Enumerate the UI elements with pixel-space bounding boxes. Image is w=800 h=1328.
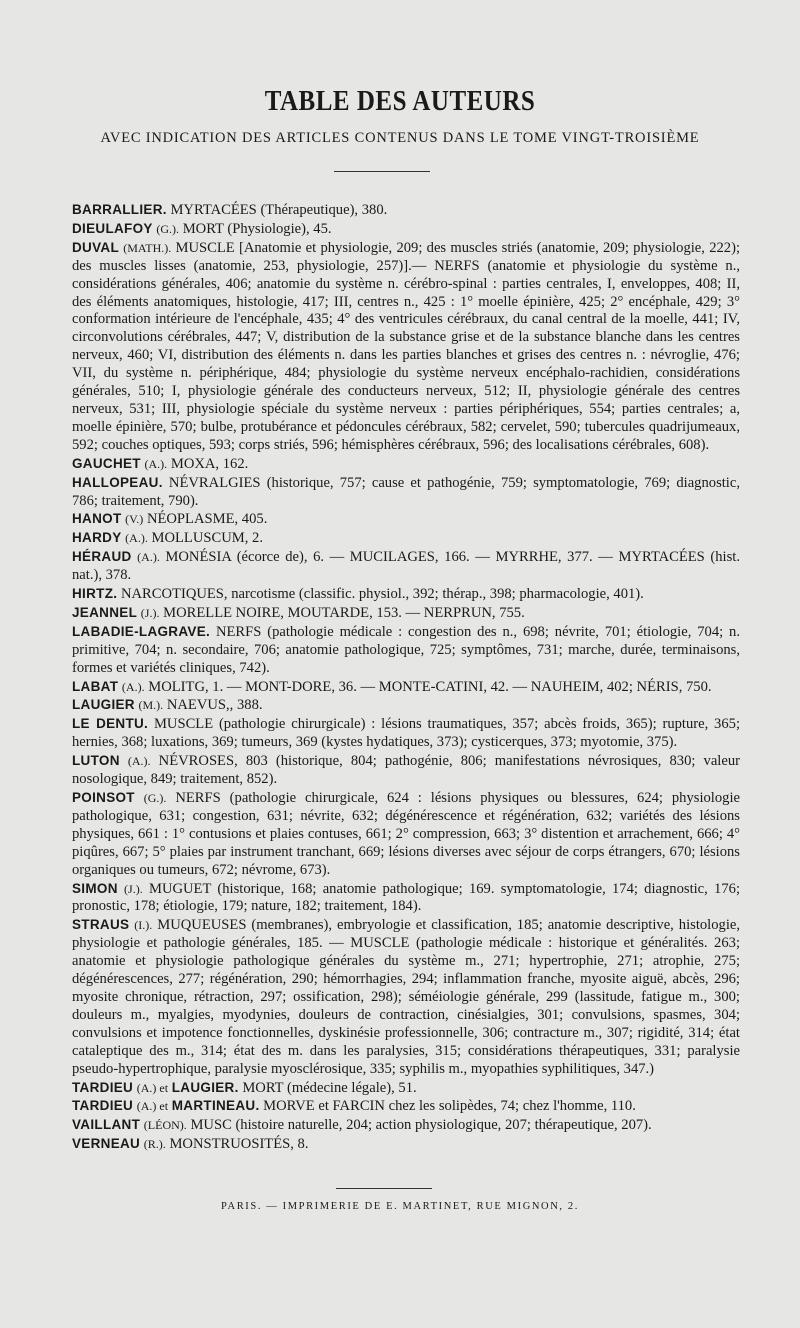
author-initials: (A.). [121,679,145,694]
page-title: TABLE DES AUTEURS [264,85,536,117]
article-list: NARCOTIQUES, narcotisme (classific. physiol., 392; thérap., 398; pharmacologie, 401). [120,586,644,603]
author-name: HÉRAUD [72,549,132,565]
author-entry [70,678,740,697]
author-name: LUTON [72,753,120,769]
author-index [70,201,740,1154]
author-initials: (A.) et [136,1099,169,1114]
title-divider [334,171,430,172]
author-name: TARDIEU [72,1079,134,1095]
author-initials: (V.) [125,512,144,527]
footer-divider [336,1188,432,1189]
article-list: MORVE et FARCIN chez les solipèdes, 74; chez l'homme, 110. [263,1098,636,1115]
printer-imprint: PARIS. — IMPRIMERIE DE E. MARTINET, RUE MIGNON, 2. [221,1201,579,1212]
author-initials: (J.). [124,881,143,896]
author-name: STRAUS [72,917,130,933]
article-list: MONSTRUOSITÉS, 8. [169,1136,309,1153]
author-entry [70,474,740,511]
article-list: MOLLUSCUM, 2. [151,530,263,547]
author-name: HARDY [72,530,122,546]
author-name: POINSOT [72,790,135,805]
article-list: NERFS (pathologie chirurgicale, 624 : lésions physiques ou blessures, 624; physiologie pathologique, 631; congestion, 631; névrite, 632; dégénérescence et régénération, 632; variétés des lésions physiques, 661 : 1° contusions et plaies contuses, 661; 2° compression, 663; 3° distention et arrachement, 666; 4° piqûres, 667; 5° plaies par instrument tranchant, 669; lésions diverses avec séjour de corps étrangers, 670; lésions organiques ou tumeurs, 672; névrome, 673). [72,790,740,878]
author-entry [70,455,740,474]
article-list: MYRTACÉES (Thérapeutique), 380. [170,202,388,218]
article-list: MORT (médecine légale), 51. [242,1079,417,1096]
author-initials: (MATH.). [123,240,172,255]
page-subtitle: AVEC INDICATION DES ARTICLES CONTENUS DANS LE TOME VINGT-TROISIÈME [100,130,700,146]
author-name: LABADIE-LAGRAVE. [72,623,211,639]
author-entry [70,1135,740,1154]
author-name: BARRALLIER. [72,202,167,217]
article-list: MUSCLE (pathologie chirurgicale) : lésions traumatiques, 357; abcès froids, 365); rupture, 365; hernies, 368; luxations, 369; tumeurs, 369 (kystes hydatiques, 373); cysticerques, 373; myotomie, 375). [72,716,741,751]
author-initials: (G.). [143,791,167,805]
author-name: LAUGIER [72,697,135,713]
author-name: GAUCHET [72,455,141,471]
article-list: NAEVUS,, 388. [166,697,263,714]
author-initials: (A.). [137,550,160,565]
coauthor-name: MARTINEAU. [171,1098,260,1114]
author-entry [70,585,740,604]
author-entry [70,696,740,715]
article-list: MUSCLE [Anatomie et physiologie, 209; des muscles striés (anatomie, 209; physiologie, 222); des muscles lisses (anatomie, 253, physiologie, 257)].— NERFS (anatomie et physiologie du système n., considérations générales, 406; anatomie du système n. cérébro-spinal : parties centrales, I, enveloppes, 408; II, des éléments anatomiques, histologie, 417; III, centres n., 425 : 1° moelle épinière, 425; 2° encéphale, 429; 3° conformation intérieure de l'encéphale, 435; 4° des ventricules cérébraux, du canal central de la moelle, 441; IV, circonvolutions cérébrales, 447; V, distribution de la substance grise et de la substance blanche dans les centres nerveux, 460; VI, distribution des éléments n. dans les parties blanches et grises des centres n. : névroglie, 476; VII, du système n. périphérique, 484; physiologie du système nerveux encéphalo-rachidien, considérations générales, 510; I, physiologie générale des conducteurs nerveux, 512; II, physiologie générale des centres nerveux, 531; III, physiologie spéciale du système nerveux : parties périphériques, 554; parties centrales; a, moelle épinière, 570; bulbe, protubérance et pédoncules cérébraux, 582; cervelet, 590; tubercules quadrijumeaux, 592; couches optiques, 593; corps striés, 596; hémisphères cérébraux, 596; des localisations cérébrales, 608). [72,239,740,453]
author-entry [70,752,740,789]
author-name: TARDIEU [72,1098,134,1114]
author-name: LABAT [72,678,119,694]
author-name: VERNEAU [72,1136,141,1152]
author-name: LE DENTU. [72,716,149,732]
author-entry [70,548,740,585]
author-name: SIMON [72,880,118,896]
article-list: MORELLE NOIRE, MOUTARDE, 153. — NERPRUN, 755. [163,604,525,621]
author-entry [70,529,740,548]
article-list: MOLITG, 1. — MONT-DORE, 36. — MONTE-CATINI, 42. — NAUHEIM, 402; NÉRIS, 750. [148,678,712,695]
coauthor-name: LAUGIER. [171,1079,239,1095]
article-list: NÉOPLASME, 405. [146,511,268,528]
author-name: VAILLANT [72,1117,141,1133]
author-entry [70,1079,740,1098]
author-initials: (LÉON). [143,1118,187,1133]
article-list: NÉVRALGIES (historique, 757; cause et pathogénie, 759; symptomatologie, 769; diagnostic, 786; traitement, 790). [72,474,740,509]
author-name: HANOT [72,511,122,527]
author-entry [70,239,740,455]
author-entry [70,1097,740,1116]
article-list: MOXA, 162. [170,455,249,472]
article-list: MUSC (histoire naturelle, 204; action physiologique, 207; thérapeutique, 207). [190,1117,652,1134]
author-initials: (J.). [140,605,160,620]
author-initials: (M.). [138,698,164,713]
author-entry [70,623,740,678]
article-list: NERFS (pathologie médicale : congestion des n., 698; névrite, 701; étiologie, 704; n. primitive, 704; n. secondaire, 706; anatomie pathologique, 725; symptômes, 731; marche, durée, terminaisons, formes et variétés cliniques, 742). [72,623,740,676]
author-initials: (R.). [143,1137,166,1152]
author-initials: (A.). [127,754,151,769]
author-entry [70,880,740,917]
article-list: MORT (Physiologie), 45. [182,220,332,237]
author-entry [70,1116,740,1135]
author-initials: (A.). [125,531,148,546]
author-initials: (A.). [144,456,168,471]
author-entry [70,789,740,880]
article-list: MONÉSIA (écorce de), 6. — MUCILAGES, 166. — MYRRHE, 377. — MYRTACÉES (hist. nat.), 378. [72,549,740,584]
author-initials: (I.). [134,918,153,933]
article-list: MUQUEUSES (membranes), embryologie et classification, 185; anatomie descriptive, histologie, physiologie et pathologie générales, 185. — MUSCLE (pathologie médicale : historique et généralités. 263; anatomie et physiologie pathologique générales du système m., 271; hypertrophie, 271; atrophie, 275; dégénérescences, 277; régénération, 290; hémorrhagies, 294; inflammation franche, myosite aiguë, abcès, 296; myosite chronique, rétraction, 297; ossification, 298); séméiologie générale, 299 (lassitude, fatigue m., 300; douleurs m., myalgies, myodynies, douleurs de contraction, cinésialgies, 301; convulsions, spasmes, 304; convulsions et impotence fonctionnelles, dyskinésie professionnelle, 306; contracture m., 307; rigidité, 314; état cataleptique des m., 314; état des m. dans les paralysies, 315; considérations thérapeutiques, 331; paralysie pseudo-hypertrophique, paralysie myosclérosique, 335; syphilis m., myopathies syphilitiques, 347.) [72,917,740,1077]
author-entry [70,916,740,1078]
author-name: HIRTZ. [72,586,118,602]
article-list: NÉVROSES, 803 (historique, 804; pathogénie, 806; manifestations névrosiques, 830; valeur nosologique, 849; traitement, 852). [72,753,740,788]
author-entry [70,604,740,623]
author-name: DUVAL [72,239,119,255]
author-entry [70,201,740,220]
article-list: MUGUET (historique, 168; anatomie pathologique; 169. symptomatologie, 174; diagnostic, 176; pronostic, 178; étiologie, 179; nature, 182; traitement, 184). [72,880,741,915]
author-entry [70,715,740,752]
author-entry [70,220,740,239]
author-name: DIEULAFOY [72,220,153,236]
author-name: JEANNEL [72,604,138,620]
author-entry [70,510,740,529]
author-initials: (A.) et [136,1080,169,1095]
author-initials: (G.). [156,221,180,236]
author-name: HALLOPEAU. [72,474,163,490]
